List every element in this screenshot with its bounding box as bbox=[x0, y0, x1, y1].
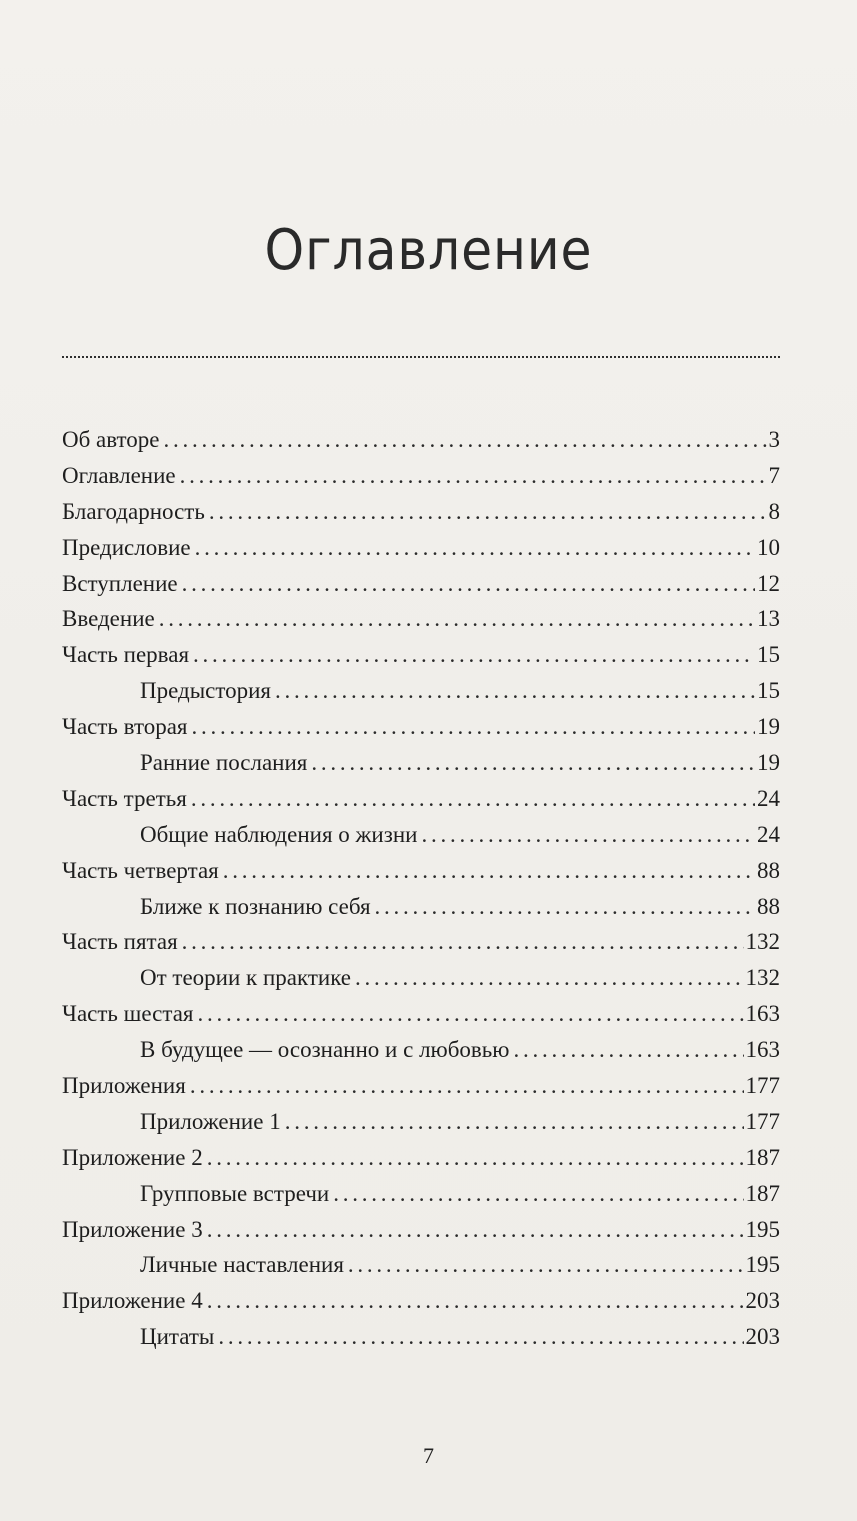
table-of-contents bbox=[62, 422, 780, 1355]
toc-entry-page: 24 bbox=[757, 821, 780, 847]
toc-entry-title: В будущее — осознанно и с любовью bbox=[140, 1037, 510, 1063]
toc-entry-title: Часть вторая bbox=[62, 714, 188, 740]
toc-entry bbox=[62, 1104, 780, 1140]
dot-leader bbox=[195, 530, 755, 566]
toc-entry-title: Ближе к познанию себя bbox=[140, 893, 371, 919]
toc-entry-title: Введение bbox=[62, 606, 155, 632]
toc-entry-page: 8 bbox=[768, 498, 780, 524]
dot-leader bbox=[182, 566, 755, 602]
toc-entry-page: 7 bbox=[768, 462, 780, 488]
page-title: Оглавление bbox=[264, 218, 593, 283]
toc-entry bbox=[62, 601, 780, 637]
toc-entry-page: 195 bbox=[745, 1252, 780, 1278]
toc-entry-page: 203 bbox=[745, 1288, 780, 1314]
dot-leader bbox=[191, 709, 755, 745]
toc-entry-title: Оглавление bbox=[62, 462, 176, 488]
toc-entry-title: Ранние послания bbox=[140, 750, 308, 776]
dot-leader bbox=[207, 1140, 744, 1176]
toc-entry bbox=[62, 1319, 780, 1355]
toc-entry bbox=[62, 709, 780, 745]
toc-entry-title: Личные наставления bbox=[140, 1252, 344, 1278]
dot-leader bbox=[375, 889, 755, 925]
toc-entry-title: Приложение 1 bbox=[140, 1108, 281, 1134]
toc-entry bbox=[62, 1283, 780, 1319]
toc-entry bbox=[62, 996, 780, 1032]
dot-leader bbox=[223, 853, 755, 889]
dot-leader bbox=[218, 1319, 743, 1355]
toc-entry-page: 177 bbox=[745, 1073, 780, 1099]
toc-entry-title: Часть первая bbox=[62, 642, 190, 668]
toc-entry bbox=[62, 1140, 780, 1176]
toc-entry bbox=[62, 637, 780, 673]
toc-entry bbox=[62, 924, 780, 960]
dot-leader bbox=[164, 422, 767, 458]
dot-leader bbox=[285, 1104, 744, 1140]
toc-entry bbox=[62, 853, 780, 889]
toc-entry-page: 3 bbox=[768, 427, 780, 452]
toc-entry-title: Приложение 4 bbox=[62, 1288, 203, 1314]
toc-entry bbox=[62, 458, 780, 494]
toc-entry-page: 12 bbox=[757, 570, 780, 596]
dot-leader bbox=[513, 1032, 743, 1068]
dot-leader bbox=[209, 494, 767, 530]
toc-entry bbox=[62, 673, 780, 709]
toc-entry-page: 132 bbox=[745, 965, 780, 991]
toc-entry-title: Часть шестая bbox=[62, 1001, 194, 1027]
toc-entry-title: Предыстория bbox=[140, 678, 272, 704]
toc-entry-page: 177 bbox=[745, 1108, 780, 1134]
toc-entry-page: 88 bbox=[757, 857, 780, 883]
dot-leader bbox=[333, 1176, 743, 1212]
toc-entry-title: Цитаты bbox=[140, 1324, 215, 1350]
dot-leader bbox=[348, 1247, 744, 1283]
toc-entry-page: 163 bbox=[745, 1001, 780, 1027]
dot-leader bbox=[355, 960, 743, 996]
dot-leader bbox=[182, 924, 744, 960]
toc-entry-page: 15 bbox=[757, 642, 780, 668]
dot-leader bbox=[197, 996, 743, 1032]
toc-entry-title: Благодарность bbox=[62, 498, 205, 524]
toc-entry-title: Предисловие bbox=[62, 534, 191, 560]
toc-entry-title: Групповые встречи bbox=[140, 1180, 330, 1206]
toc-entry-page: 15 bbox=[757, 678, 780, 704]
toc-entry bbox=[62, 494, 780, 530]
dot-leader bbox=[191, 781, 755, 817]
toc-entry bbox=[62, 745, 780, 781]
toc-entry-title: Приложения bbox=[62, 1073, 186, 1099]
toc-entry-title: От теории к практике bbox=[140, 965, 352, 991]
toc-entry-page: 19 bbox=[757, 750, 780, 776]
toc-entry bbox=[62, 817, 780, 853]
toc-entry-page: 88 bbox=[757, 893, 780, 919]
toc-entry bbox=[62, 1032, 780, 1068]
page-number: 7 bbox=[423, 1443, 434, 1468]
toc-entry-title: Часть третья bbox=[62, 785, 187, 811]
toc-entry-page: 19 bbox=[757, 714, 780, 740]
toc-entry bbox=[62, 781, 780, 817]
toc-entry-page: 13 bbox=[757, 606, 780, 632]
toc-entry-title: Общие наблюдения о жизни bbox=[140, 821, 418, 847]
toc-entry bbox=[62, 422, 780, 458]
toc-entry bbox=[62, 566, 780, 602]
toc-entry bbox=[62, 530, 780, 566]
dotted-divider bbox=[62, 356, 780, 358]
dot-leader bbox=[207, 1283, 744, 1319]
dot-leader bbox=[207, 1212, 744, 1248]
toc-entry-page: 187 bbox=[745, 1180, 780, 1206]
toc-entry-page: 163 bbox=[745, 1037, 780, 1063]
toc-entry bbox=[62, 1068, 780, 1104]
toc-entry-page: 195 bbox=[745, 1216, 780, 1242]
dot-leader bbox=[311, 745, 755, 781]
toc-entry-title: Приложение 3 bbox=[62, 1216, 203, 1242]
dot-leader bbox=[159, 601, 755, 637]
toc-entry-title: Часть четвертая bbox=[62, 857, 219, 883]
toc-entry-page: 10 bbox=[757, 534, 780, 560]
toc-entry-page: 203 bbox=[745, 1324, 780, 1350]
toc-entry-title: Приложение 2 bbox=[62, 1144, 203, 1170]
dot-leader bbox=[193, 637, 755, 673]
toc-entry bbox=[62, 1247, 780, 1283]
dot-leader bbox=[180, 458, 767, 494]
toc-entry bbox=[62, 1176, 780, 1212]
dot-leader bbox=[275, 673, 755, 709]
dot-leader bbox=[190, 1068, 744, 1104]
toc-entry-title: Вступление bbox=[62, 570, 178, 596]
toc-entry-page: 24 bbox=[757, 785, 780, 811]
dot-leader bbox=[421, 817, 755, 853]
toc-entry bbox=[62, 1212, 780, 1248]
toc-entry bbox=[62, 960, 780, 996]
toc-entry-page: 132 bbox=[745, 929, 780, 955]
toc-entry bbox=[62, 889, 780, 925]
toc-entry-title: Об авторе bbox=[62, 427, 160, 452]
toc-entry-page: 187 bbox=[745, 1144, 780, 1170]
toc-entry-title: Часть пятая bbox=[62, 929, 178, 955]
